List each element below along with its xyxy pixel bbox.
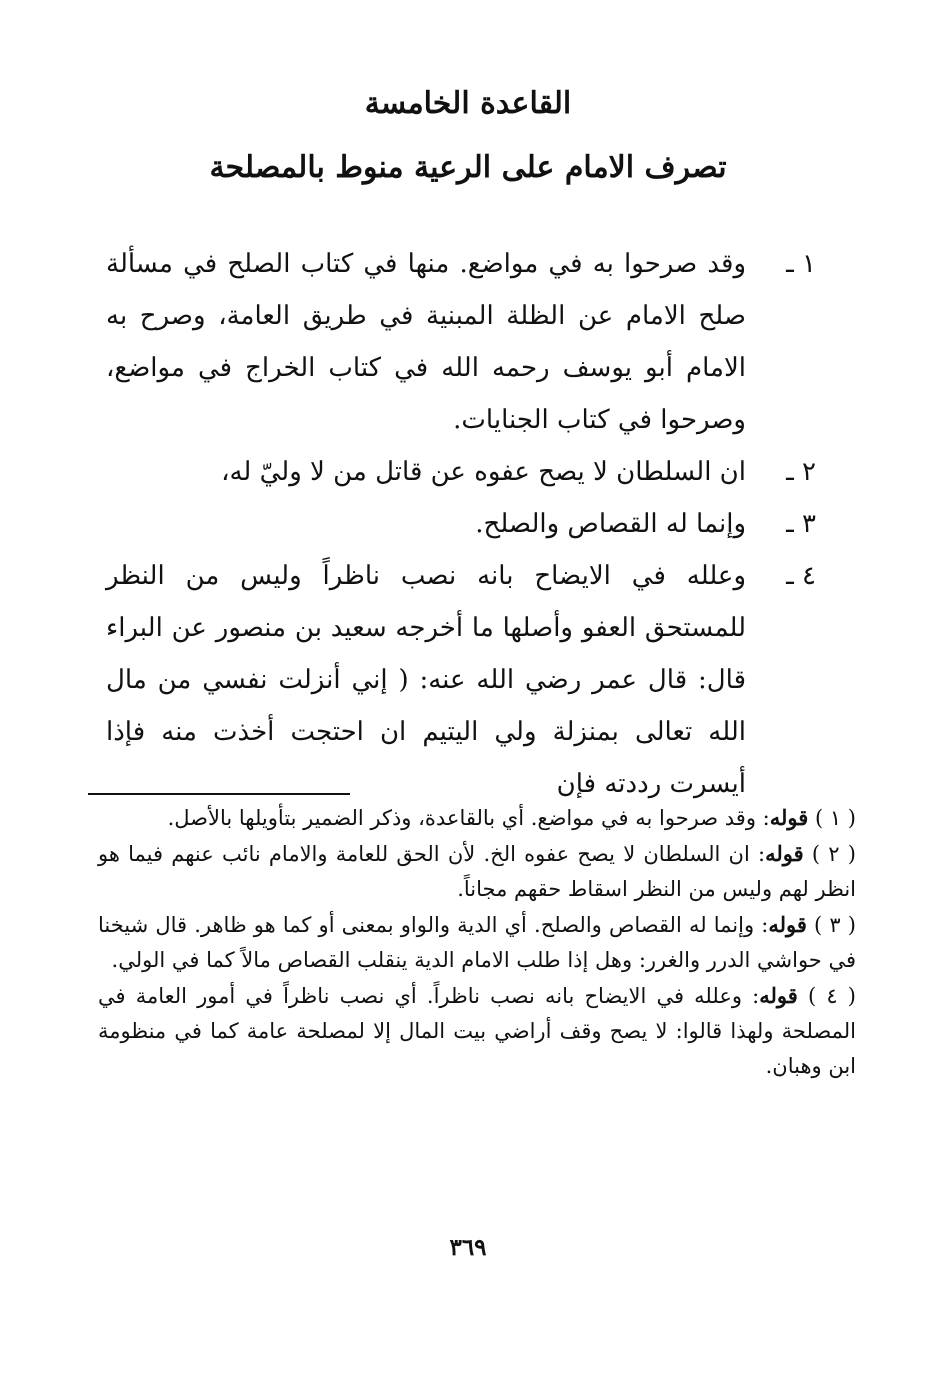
rule-subtitle: تصرف الامام على الرعية منوط بالمصلحة (209, 150, 727, 185)
item-number: ١ ـ (786, 249, 816, 279)
footnotes (98, 800, 856, 1084)
footnote-number: ( ١ ) (814, 806, 856, 830)
item-text: وعلله في الايضاح بانه نصب ناظراً وليس من النظر للمستحق العفو وأصلها ما أخرجه سعيد بن منصور عن البراء قال: قال عمر رضي الله عنه: ( إني أنزلت نفسي من مال الله تعالى بمنزلة ولي اليتيم ان احتجت أخذت منه فإذا أيسرت رددته فإن (106, 561, 746, 799)
main-item-4 (106, 550, 816, 810)
item-number: ٤ ـ (786, 561, 816, 591)
item-text: وإنما له القصاص والصلح. (475, 509, 746, 539)
item-text: ان السلطان لا يصح عفوه عن قاتل من لا وليّ له، (221, 457, 746, 487)
main-item-2 (106, 446, 816, 498)
footnote-1 (98, 800, 856, 836)
footnote-label: قوله (769, 805, 809, 830)
footnote-text: : ان السلطان لا يصح عفوه الخ. لأن الحق للعامة والامام نائب عنهم فيما هو انظر لهم وليس من النظر اسقاط حقهم مجاناً. (98, 842, 856, 901)
footnote-label: قوله (759, 983, 798, 1008)
footnote-text: : وإنما له القصاص والصلح. أي الدية والواو بمعنى أو كما هو ظاهر. قال شيخنا في حواشي الدرر والغرر: وهل إذا طلب الامام الدية ينقلب القصاص مالاً كما في الولي. (98, 913, 856, 972)
main-item-3 (106, 498, 816, 550)
page-number: ٣٦٩ (449, 1234, 487, 1261)
footnote-4 (98, 978, 856, 1084)
footnote-label: قوله (765, 841, 804, 866)
footnote-text: : وقد صرحوا به في مواضع. أي بالقاعدة، وذكر الضمير بتأويلها بالأصل. (167, 806, 770, 830)
footnote-number: ( ٤ ) (807, 984, 856, 1008)
footnote-number: ( ٢ ) (811, 842, 856, 866)
footnote-text: : وعلله في الايضاح بانه نصب ناظراً. أي نصب ناظراً في أمور العامة في المصلحة ولهذا قالوا: لا يصح وقف أراضي بيت المال إلا لمصلحة عامة كما في منظومة ابن وهبان. (98, 984, 856, 1078)
footnote-number: ( ٣ ) (814, 913, 856, 937)
main-text (106, 238, 816, 810)
footnote-2 (98, 836, 856, 907)
footnote-3 (98, 907, 856, 978)
main-item-1 (106, 238, 816, 446)
footnote-label: قوله (768, 912, 807, 937)
rule-title: القاعدة الخامسة (364, 86, 572, 121)
item-text: وقد صرحوا به في مواضع. منها في كتاب الصلح في مسألة صلح الامام عن الظلة المبنية في طريق العامة، وصرح به الامام أبو يوسف رحمه الله في كتاب الخراج في مواضع، وصرحوا في كتاب الجنايات. (106, 249, 746, 435)
footnote-divider (88, 793, 350, 795)
item-number: ٣ ـ (786, 509, 816, 539)
item-number: ٢ ـ (786, 457, 816, 487)
